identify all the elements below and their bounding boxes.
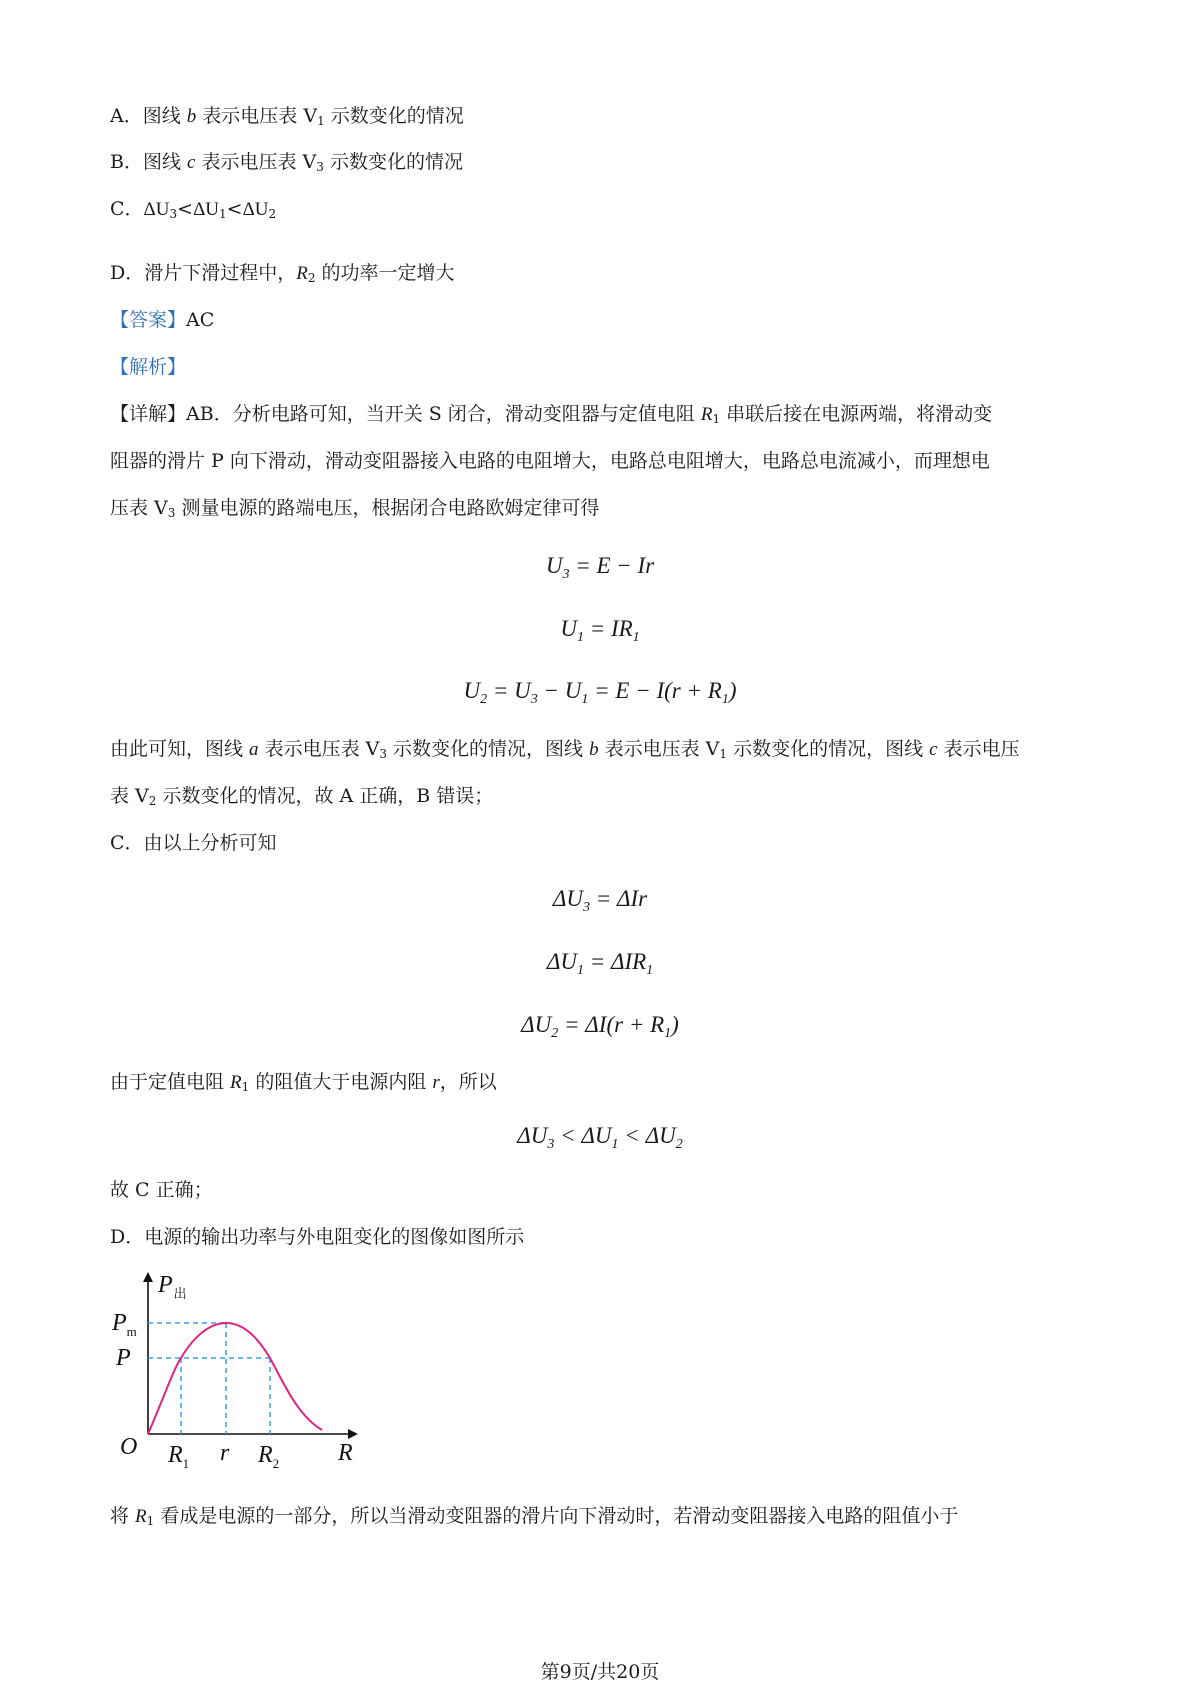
page-footer: 第9页/共20页 bbox=[540, 1661, 660, 1683]
detail-line-3: 压表 $V_3$ 测量电源的路端电压，根据闭合电路欧姆定律可得 bbox=[110, 497, 600, 520]
detail-line-2: 阻器的滑片 P 向下滑动，滑动变阻器接入电路的电阻增大，电路总电阻增大，电路总电流减小，而理想电 bbox=[110, 450, 990, 472]
analysis-tag: 【解析】 bbox=[110, 356, 187, 378]
part-c-title: C．由以上分析可知 bbox=[110, 832, 277, 854]
detail-line-1: 【详解】AB．分析电路可知，当开关 S 闭合，滑动变阻器与定值电阻 $R_1$ 串联后接在电源两端，将滑动变 bbox=[110, 403, 993, 426]
x-tick-r: r bbox=[220, 1440, 230, 1466]
equation-delta-u1: $\Delta U_1 = \Delta IR_1$ bbox=[546, 949, 654, 978]
option-a: A．图线 b 表示电压表 $V_1$ 示数变化的情况 bbox=[110, 105, 464, 128]
y-tick-pm: $P_m$ bbox=[112, 1310, 137, 1339]
x-axis-label: R bbox=[338, 1440, 353, 1466]
y-axis-label: $P_出$ bbox=[158, 1272, 187, 1301]
option-c: C．$\Delta U_3<\Delta U_1<\Delta U_2$ bbox=[110, 198, 277, 221]
x-axis-arrow-icon bbox=[348, 1429, 358, 1439]
y-axis-arrow-icon bbox=[143, 1272, 153, 1282]
equation-u1: $U_1 = IR_1$ bbox=[560, 616, 640, 645]
equation-u2: $U_2 = U_3 - U_1 = E - I(r + R_1)$ bbox=[463, 678, 737, 707]
c-correct: 故 C 正确； bbox=[110, 1179, 213, 1201]
power-curve bbox=[148, 1323, 322, 1434]
part-d-title: D．电源的输出功率与外电阻变化的图像如图所示 bbox=[110, 1226, 525, 1248]
power-resistance-graph bbox=[112, 1272, 362, 1472]
answer: 【答案】AC bbox=[110, 309, 215, 331]
equation-delta-u3: $\Delta U_3 = \Delta Ir$ bbox=[552, 886, 648, 915]
origin-label: O bbox=[120, 1434, 138, 1460]
conclusion-line-1: 由此可知，图线 a 表示电压表 $V_3$ 示数变化的情况，图线 b 表示电压表 $V_1$ 示数变化的情况，图线 c 表示电压 bbox=[110, 738, 1020, 761]
last-line: 将 $R_1$ 看成是电源的一部分，所以当滑动变阻器的滑片向下滑动时，若滑动变阻器接入电路的阻值小于 bbox=[110, 1505, 959, 1528]
conclusion-line-2: 表 $V_2$ 示数变化的情况，故 A 正确，B 错误； bbox=[110, 785, 494, 808]
equation-delta-u2: $\Delta U_2 = \Delta I(r + R_1)$ bbox=[521, 1012, 679, 1041]
equation-u3: $U_3 = E - Ir$ bbox=[545, 553, 655, 582]
since-line: 由于定值电阻 $R_1$ 的阻值大于电源内阻 r，所以 bbox=[110, 1071, 497, 1094]
x-tick-r1: $R_1$ bbox=[168, 1442, 190, 1471]
option-d: D．滑片下滑过程中，$R_2$ 的功率一定增大 bbox=[110, 262, 455, 285]
y-tick-p: P bbox=[116, 1345, 131, 1371]
option-b: B．图线 c 表示电压表 $V_3$ 示数变化的情况 bbox=[110, 151, 463, 174]
inequality: $\Delta U_3 < \Delta U_1 < \Delta U_2$ bbox=[517, 1123, 683, 1152]
x-tick-r2: $R_2$ bbox=[258, 1442, 280, 1471]
